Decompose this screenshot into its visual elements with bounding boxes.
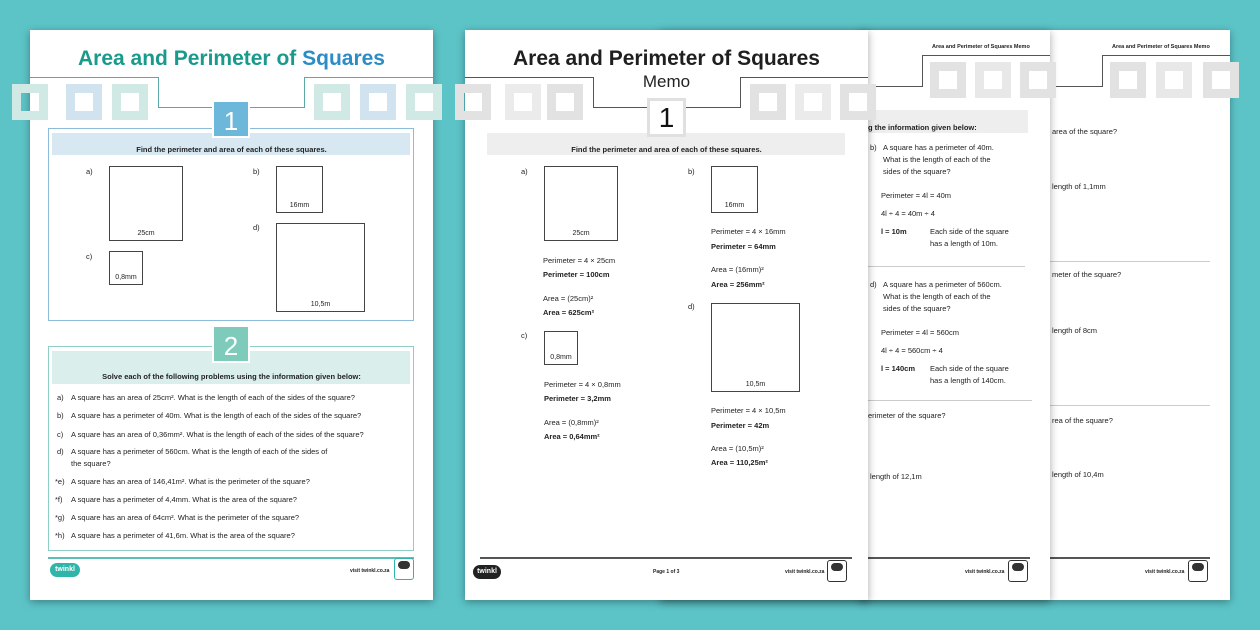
question-text: A square has an area of 0,36mm². What is the length of each of the sides of the square? bbox=[71, 430, 364, 439]
text: length of 8cm bbox=[1052, 326, 1098, 335]
answer: Perimeter = 100cm bbox=[543, 270, 610, 279]
square-d bbox=[711, 303, 800, 392]
question-text: A square has an area of 25cm². What is the length of each of the sides of the square? bbox=[71, 393, 355, 402]
text: length of 10,4m bbox=[1052, 470, 1104, 479]
square-c bbox=[544, 331, 578, 365]
solution-note: length of 12,1m bbox=[870, 472, 922, 481]
side-length: 0,8mm bbox=[115, 274, 137, 281]
square-c bbox=[109, 251, 143, 285]
square-a bbox=[544, 166, 618, 241]
working: Area = (25cm)² bbox=[543, 294, 594, 303]
solution-step: Perimeter = 4l = 560cm bbox=[881, 328, 959, 337]
page-title bbox=[30, 47, 433, 71]
decorative-square bbox=[455, 84, 491, 120]
question-text: What is the length of each of the bbox=[883, 155, 991, 164]
divider bbox=[740, 77, 868, 78]
text: area of the square? bbox=[1052, 127, 1118, 136]
solution-step: Perimeter = 4l = 40m bbox=[881, 191, 952, 200]
item-label: c) bbox=[521, 331, 528, 340]
question-label: d) bbox=[57, 447, 64, 456]
divider bbox=[1050, 261, 1210, 262]
divider bbox=[593, 77, 594, 108]
quality-badge-icon bbox=[827, 560, 847, 582]
divider bbox=[1102, 55, 1230, 56]
question-label: d) bbox=[870, 280, 877, 289]
item-label: c) bbox=[86, 252, 93, 261]
decorative-square bbox=[795, 84, 831, 120]
divider bbox=[922, 55, 923, 87]
instruction: g the information given below: bbox=[868, 123, 977, 132]
answer: Perimeter = 64mm bbox=[711, 242, 776, 251]
quality-badge-icon bbox=[1008, 560, 1028, 582]
decorative-square bbox=[1020, 62, 1056, 98]
item-label: d) bbox=[688, 302, 695, 311]
footer-line bbox=[860, 557, 1030, 559]
divider bbox=[860, 400, 1032, 401]
question-label: b) bbox=[870, 143, 877, 152]
item-label: a) bbox=[86, 167, 93, 176]
divider bbox=[304, 77, 305, 108]
divider bbox=[686, 107, 741, 108]
decorative-square bbox=[66, 84, 102, 120]
twinkl-logo: twinkl bbox=[50, 563, 80, 577]
page-header: Area and Perimeter of Squares Memo bbox=[932, 44, 1030, 50]
solution-answer: l = 10m bbox=[881, 227, 907, 236]
question-text: A square has a perimeter of 40m. bbox=[883, 143, 994, 152]
answer: Area = 0,64mm² bbox=[544, 432, 600, 441]
text: meter of the square? bbox=[1052, 270, 1122, 279]
working: Perimeter = 4 × 0,8mm bbox=[544, 380, 621, 389]
working: Area = (16mm)² bbox=[711, 265, 764, 274]
divider bbox=[922, 55, 1050, 56]
answer: Area = 625cm² bbox=[543, 308, 595, 317]
decorative-square bbox=[975, 62, 1011, 98]
working: Perimeter = 4 × 25cm bbox=[543, 256, 616, 265]
decorative-square bbox=[1156, 62, 1192, 98]
answer: Area = 256mm² bbox=[711, 280, 765, 289]
section-number-badge: 1 bbox=[647, 98, 686, 137]
decorative-square bbox=[1203, 62, 1239, 98]
decorative-square bbox=[840, 84, 876, 120]
square-d bbox=[276, 223, 365, 312]
side-length: 16mm bbox=[289, 202, 310, 209]
footer-line bbox=[1050, 557, 1210, 559]
question-text: A square has an area of 146,41m². What is the perimeter of the square? bbox=[71, 477, 310, 486]
question-text: sides of the square? bbox=[883, 167, 951, 176]
question-text: the square? bbox=[71, 459, 111, 468]
side-length: 25cm bbox=[137, 230, 155, 237]
question-text: A square has an area of 64cm². What is the perimeter of the square? bbox=[71, 513, 300, 522]
question-label: *g) bbox=[55, 513, 65, 522]
text: rea of the square? bbox=[1052, 416, 1113, 425]
question-text: A square has a perimeter of 560cm. bbox=[883, 280, 1002, 289]
page-title: Area and Perimeter of Squares bbox=[513, 47, 820, 70]
divider bbox=[1050, 405, 1210, 406]
instruction: Solve each of the following problems using the information given below: bbox=[102, 372, 361, 381]
question-text: What is the length of each of the bbox=[883, 292, 991, 301]
square-b bbox=[711, 166, 758, 213]
divider bbox=[860, 266, 1025, 267]
title-highlight: Squares bbox=[302, 47, 385, 70]
question-text: A square has a perimeter of 4,4mm. What is the area of the square? bbox=[71, 495, 297, 504]
question-label: a) bbox=[57, 393, 64, 402]
divider bbox=[30, 77, 158, 78]
divider bbox=[740, 77, 741, 108]
instruction: Find the perimeter and area of each of these squares. bbox=[136, 145, 327, 154]
side-length: 25cm bbox=[572, 230, 590, 237]
divider bbox=[158, 77, 159, 108]
decorative-square bbox=[406, 84, 442, 120]
side-length: 10,5m bbox=[310, 301, 331, 308]
question-text: A square has a perimeter of 41,6m. What is the area of the square? bbox=[71, 531, 295, 540]
footer-site-link[interactable]: visit twinkl.co.za bbox=[785, 569, 825, 575]
decorative-square bbox=[750, 84, 786, 120]
solution-note: has a length of 10m. bbox=[930, 239, 998, 248]
divider bbox=[465, 77, 593, 78]
answer: Area = 110,25m² bbox=[711, 458, 768, 467]
worksheet-page bbox=[30, 30, 433, 600]
solution-note: has a length of 140cm. bbox=[930, 376, 1006, 385]
decorative-square bbox=[12, 84, 48, 120]
item-label: d) bbox=[253, 223, 260, 232]
footer-line bbox=[480, 557, 852, 559]
solution-note: Each side of the square bbox=[930, 227, 1009, 236]
working: Area = (0,8mm)² bbox=[544, 418, 599, 427]
solution-step: 4l ÷ 4 = 560cm ÷ 4 bbox=[881, 346, 943, 355]
solution-step: 4l ÷ 4 = 40m ÷ 4 bbox=[881, 209, 935, 218]
question-label: c) bbox=[57, 430, 64, 439]
question-label: *f) bbox=[55, 495, 63, 504]
divider bbox=[304, 77, 433, 78]
footer-site-link[interactable]: visit twinkl.co.za bbox=[965, 569, 1005, 575]
decorative-square bbox=[314, 84, 350, 120]
square-a bbox=[109, 166, 183, 241]
question-text: sides of the square? bbox=[883, 304, 951, 313]
question-label: b) bbox=[57, 411, 64, 420]
side-length: 0,8mm bbox=[550, 354, 572, 361]
answer: Perimeter = 42m bbox=[711, 421, 770, 430]
title-text: Area and Perimeter of bbox=[78, 47, 297, 70]
divider bbox=[1050, 86, 1103, 87]
item-label: b) bbox=[688, 167, 695, 176]
divider bbox=[593, 107, 647, 108]
item-label: b) bbox=[253, 167, 260, 176]
footer-site-link[interactable]: visit twinkl.co.za bbox=[1145, 569, 1185, 575]
page-number: Page 1 of 3 bbox=[653, 569, 680, 575]
divider bbox=[250, 107, 305, 108]
page-header: Area and Perimeter of Squares Memo bbox=[1112, 44, 1210, 50]
divider bbox=[158, 107, 212, 108]
section-number-badge: 2 bbox=[212, 325, 250, 363]
decorative-square bbox=[505, 84, 541, 120]
quality-badge-icon bbox=[394, 558, 414, 580]
footer-site-link[interactable]: visit twinkl.co.za bbox=[350, 568, 390, 574]
section-number-badge: 1 bbox=[212, 100, 250, 138]
working: Area = (10,5m)² bbox=[711, 444, 764, 453]
quality-badge-icon bbox=[1188, 560, 1208, 582]
twinkl-logo: twinkl bbox=[473, 565, 501, 579]
decorative-square bbox=[1110, 62, 1146, 98]
side-length: 10,5m bbox=[745, 381, 766, 388]
question-text: A square has a perimeter of 40m. What is the length of each of the sides of the square? bbox=[71, 411, 362, 420]
solution-note: Each side of the square bbox=[930, 364, 1009, 373]
question-label: *e) bbox=[55, 477, 65, 486]
working: Perimeter = 4 × 10,5m bbox=[711, 406, 786, 415]
question-label: *h) bbox=[55, 531, 65, 540]
square-b bbox=[276, 166, 323, 213]
item-label: a) bbox=[521, 167, 528, 176]
working: Perimeter = 4 × 16mm bbox=[711, 227, 786, 236]
text: length of 1,1mm bbox=[1052, 182, 1106, 191]
question-text: A square has a perimeter of 560cm. What is the length of each of the sides of bbox=[71, 447, 328, 456]
memo-page-1 bbox=[465, 30, 868, 600]
footer-line bbox=[48, 557, 414, 559]
answer: Perimeter = 3,2mm bbox=[544, 394, 611, 403]
decorative-square bbox=[112, 84, 148, 120]
decorative-square bbox=[360, 84, 396, 120]
divider bbox=[1102, 55, 1103, 87]
question-text: erimeter of the square? bbox=[868, 411, 946, 420]
solution-answer: l = 140cm bbox=[881, 364, 915, 373]
decorative-square bbox=[930, 62, 966, 98]
decorative-square bbox=[547, 84, 583, 120]
page-subtitle: Memo bbox=[642, 72, 691, 91]
side-length: 16mm bbox=[724, 202, 745, 209]
instruction: Find the perimeter and area of each of these squares. bbox=[571, 145, 762, 154]
